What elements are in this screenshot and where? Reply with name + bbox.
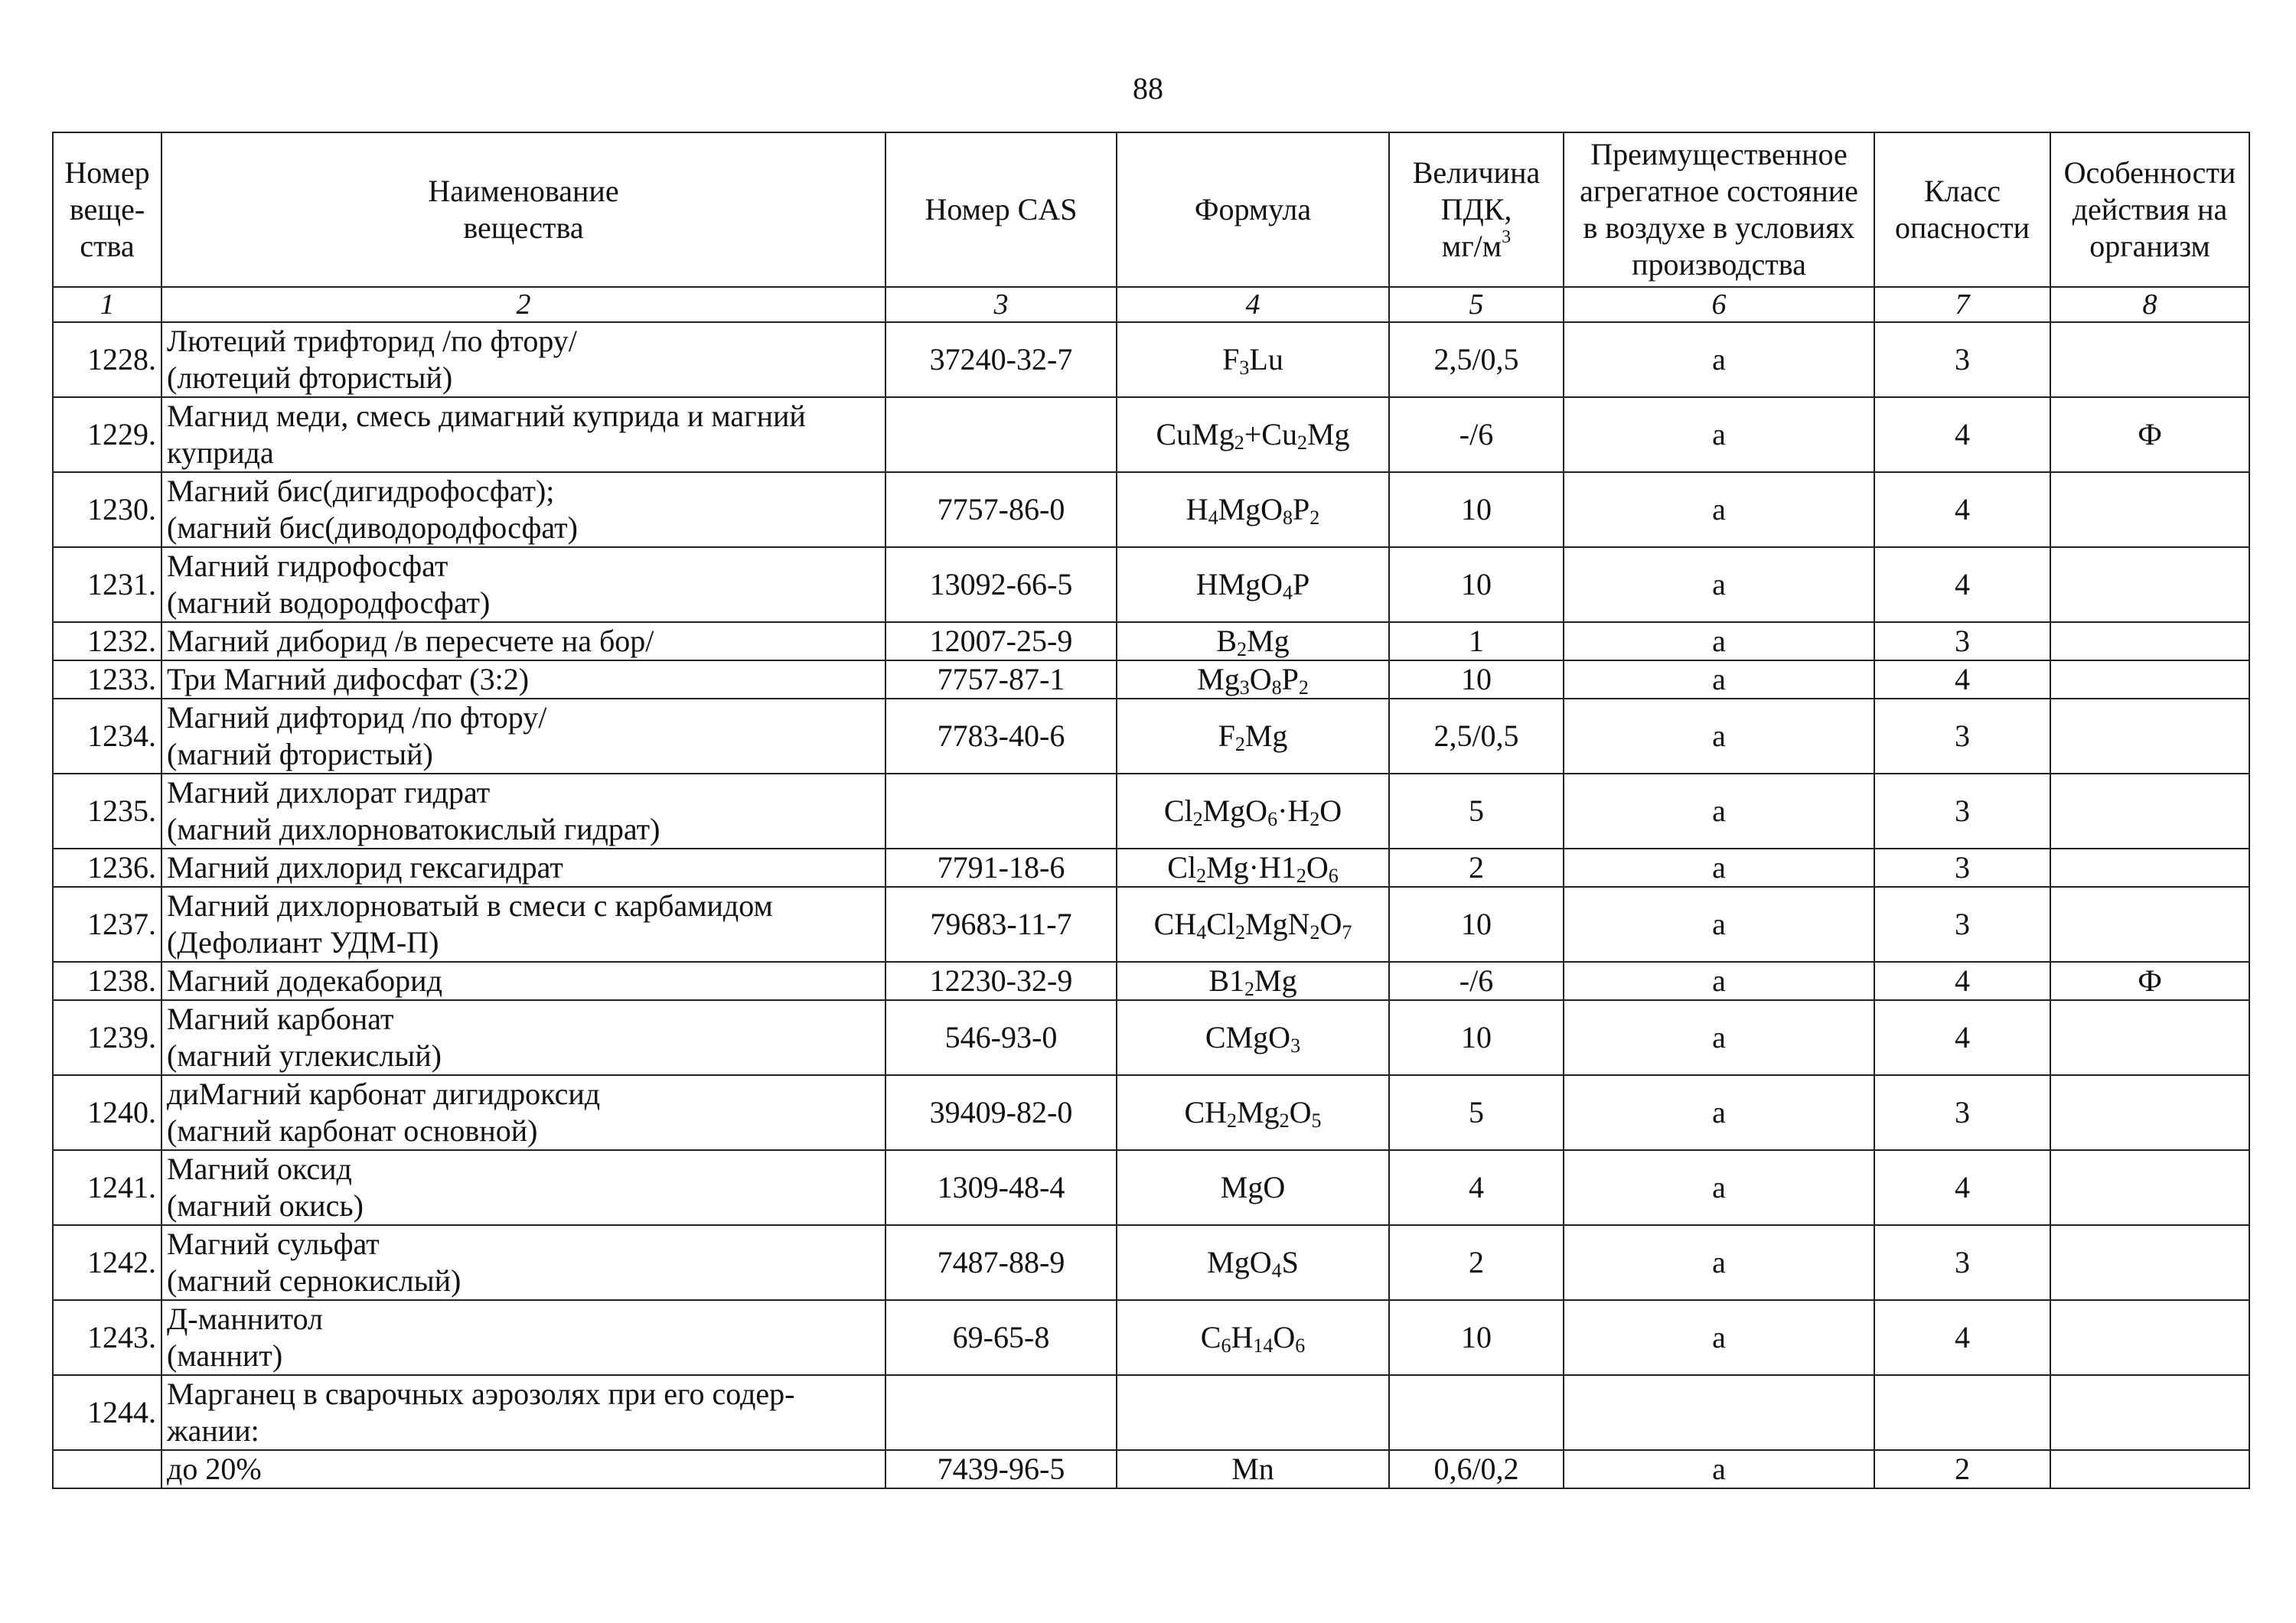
effect-features (2050, 660, 2249, 699)
substance-name: Д-маннитол (маннит) (161, 1300, 885, 1375)
formula: CMgO$_3$ (1117, 1000, 1389, 1075)
substance-number: 1234. (53, 699, 161, 774)
header-hazard-class: Класс опасности (1874, 132, 2050, 287)
hazard-class: 4 (1874, 472, 2050, 547)
substance-name: Магнид меди, смесь димагний куприда и магний куприда (161, 397, 885, 472)
effect-features (2050, 849, 2249, 887)
formula: $Cl_2MgO_6\cdot H_2O$ (1117, 774, 1389, 849)
aggregate-state: а (1564, 887, 1874, 962)
hazard-class: 3 (1874, 622, 2050, 660)
formula: $B_2Mg$ (1117, 622, 1389, 660)
formula: $CuMg_2+Cu_2Mg$ (1117, 397, 1389, 472)
substance-number: 1237. (53, 887, 161, 962)
aggregate-state: а (1564, 660, 1874, 699)
aggregate-state: а (1564, 962, 1874, 1000)
pdk-value: -/6 (1389, 962, 1564, 1000)
cas-number: 39409-82-0 (885, 1075, 1117, 1150)
substance-number: 1232. (53, 622, 161, 660)
table-row (53, 699, 2249, 774)
effect-features (2050, 1450, 2249, 1488)
column-number: 3 (885, 287, 1117, 322)
aggregate-state: а (1564, 849, 1874, 887)
pdk-value: 10 (1389, 547, 1564, 622)
header-substance-name: Наименование вещества (161, 132, 885, 287)
effect-features (2050, 322, 2249, 397)
pdk-value: 5 (1389, 774, 1564, 849)
substance-name: Магний дифторид /по фтору/ (магний фтористый) (161, 699, 885, 774)
formula: MgO$_4$S (1117, 1225, 1389, 1300)
formula: $CH_4Cl_2MgN_2O_7$ (1117, 887, 1389, 962)
substance-number: 1242. (53, 1225, 161, 1300)
hazard-class: 3 (1874, 849, 2050, 887)
substance-number: 1229. (53, 397, 161, 472)
hazard-class: 3 (1874, 1225, 2050, 1300)
effect-features (2050, 774, 2249, 849)
substance-name: Магний дихлорноватый в смеси с карбамидом (Дефолиант УДМ-П) (161, 887, 885, 962)
pdk-value: 2,5/0,5 (1389, 322, 1564, 397)
hazard-class: 4 (1874, 660, 2050, 699)
effect-features (2050, 1000, 2249, 1075)
substance-number: 1228. (53, 322, 161, 397)
effect-features: Ф (2050, 397, 2249, 472)
cas-number (885, 397, 1117, 472)
header-substance-number: Номер веще- ства (53, 132, 161, 287)
table-row (53, 660, 2249, 699)
cas-number: 37240-32-7 (885, 322, 1117, 397)
aggregate-state: а (1564, 1150, 1874, 1225)
pdk-value: 10 (1389, 1300, 1564, 1375)
substance-name: Магний сульфат (магний сернокислый) (161, 1225, 885, 1300)
substance-name: Магний карбонат (магний углекислый) (161, 1000, 885, 1075)
header-pdk-value: Величина ПДК, $мг/м^3$ (1389, 132, 1564, 287)
cas-number: 7757-86-0 (885, 472, 1117, 547)
substance-name: Магний дихлорид гексагидрат (161, 849, 885, 887)
table-row (53, 1300, 2249, 1375)
pdk-value: 0,6/0,2 (1389, 1450, 1564, 1488)
cas-number: 7439-96-5 (885, 1450, 1117, 1488)
substance-number: 1244. (53, 1375, 161, 1450)
table-row (53, 1375, 2249, 1450)
aggregate-state: а (1564, 774, 1874, 849)
effect-features (2050, 887, 2249, 962)
substance-name: Три Магний дифосфат (3:2) (161, 660, 885, 699)
substance-number: 1236. (53, 849, 161, 887)
column-number: 6 (1564, 287, 1874, 322)
hazard-class: 3 (1874, 774, 2050, 849)
cas-number: 79683-11-7 (885, 887, 1117, 962)
substance-name: Магний диборид /в пересчете на бор/ (161, 622, 885, 660)
pdk-value: 2 (1389, 1225, 1564, 1300)
pdk-value: 10 (1389, 660, 1564, 699)
formula: $F_3Lu$ (1117, 322, 1389, 397)
effect-features (2050, 547, 2249, 622)
hazard-class: 4 (1874, 397, 2050, 472)
table-row (53, 1450, 2249, 1488)
substance-number (53, 1450, 161, 1488)
effect-features (2050, 1375, 2249, 1450)
aggregate-state: а (1564, 547, 1874, 622)
substance-number: 1238. (53, 962, 161, 1000)
table-row (53, 397, 2249, 472)
formula: $C_6H_{14}O_6$ (1117, 1300, 1389, 1375)
aggregate-state: а (1564, 397, 1874, 472)
cas-number: 7487-88-9 (885, 1225, 1117, 1300)
pdk-value: 2,5/0,5 (1389, 699, 1564, 774)
aggregate-state: а (1564, 1075, 1874, 1150)
hazard-class: 4 (1874, 1300, 2050, 1375)
aggregate-state: а (1564, 1450, 1874, 1488)
formula: HMgO$_4$P (1117, 547, 1389, 622)
table-row (53, 962, 2249, 1000)
substance-number: 1233. (53, 660, 161, 699)
aggregate-state (1564, 1375, 1874, 1450)
formula: MgO (1117, 1150, 1389, 1225)
cas-number: 546-93-0 (885, 1000, 1117, 1075)
hazard-class: 3 (1874, 1075, 2050, 1150)
substance-number: 1241. (53, 1150, 161, 1225)
hazard-class: 4 (1874, 962, 2050, 1000)
substance-name: Магний бис(дигидрофосфат); (магний бис(диводородфосфат) (161, 472, 885, 547)
hazard-class: 2 (1874, 1450, 2050, 1488)
pdk-value: 2 (1389, 849, 1564, 887)
column-number: 1 (53, 287, 161, 322)
pdk-value: 1 (1389, 622, 1564, 660)
header-row (53, 132, 2249, 287)
effect-features (2050, 1300, 2249, 1375)
column-number: 8 (2050, 287, 2249, 322)
pdk-value: 4 (1389, 1150, 1564, 1225)
cas-number (885, 1375, 1117, 1450)
table-row (53, 1075, 2249, 1150)
substance-name: Магний гидрофосфат (магний водородфосфат) (161, 547, 885, 622)
substance-name: Лютеций трифторид /по фтору/ (лютеций фтористый) (161, 322, 885, 397)
table-row (53, 472, 2249, 547)
table-row (53, 849, 2249, 887)
table-row (53, 322, 2249, 397)
formula: $F_2Mg$ (1117, 699, 1389, 774)
table-row (53, 887, 2249, 962)
hazard-class: 3 (1874, 887, 2050, 962)
aggregate-state: а (1564, 1000, 1874, 1075)
cas-number: 7783-40-6 (885, 699, 1117, 774)
aggregate-state: а (1564, 622, 1874, 660)
substance-name: Магний оксид (магний окись) (161, 1150, 885, 1225)
substance-number: 1240. (53, 1075, 161, 1150)
table-row (53, 1000, 2249, 1075)
effect-features (2050, 1225, 2249, 1300)
table-body (53, 322, 2249, 1488)
hazard-class: 4 (1874, 1000, 2050, 1075)
hazard-class: 3 (1874, 699, 2050, 774)
hazard-class: 3 (1874, 322, 2050, 397)
effect-features (2050, 1150, 2249, 1225)
substance-name: до 20% (161, 1450, 885, 1488)
column-number-row (53, 287, 2249, 322)
aggregate-state: а (1564, 472, 1874, 547)
table-row (53, 1150, 2249, 1225)
formula (1117, 1375, 1389, 1450)
cas-number: 69-65-8 (885, 1300, 1117, 1375)
substance-number: 1235. (53, 774, 161, 849)
cas-number: 12230-32-9 (885, 962, 1117, 1000)
aggregate-state: а (1564, 1300, 1874, 1375)
effect-features (2050, 622, 2249, 660)
effect-features (2050, 472, 2249, 547)
aggregate-state: а (1564, 322, 1874, 397)
formula: $Mg_3O_8P_2$ (1117, 660, 1389, 699)
formula: Mn (1117, 1450, 1389, 1488)
substance-number: 1231. (53, 547, 161, 622)
table-row (53, 547, 2249, 622)
cas-number (885, 774, 1117, 849)
substance-name: Магний додекаборид (161, 962, 885, 1000)
formula: $H_4MgO_8P_2$ (1117, 472, 1389, 547)
table-row (53, 774, 2249, 849)
cas-number: 7791-18-6 (885, 849, 1117, 887)
header-effect-features: Особенности действия на организм (2050, 132, 2249, 287)
table-row (53, 622, 2249, 660)
column-number: 4 (1117, 287, 1389, 322)
hazard-class: 4 (1874, 1150, 2050, 1225)
cas-number: 13092-66-5 (885, 547, 1117, 622)
column-number: 2 (161, 287, 885, 322)
hazard-class: 4 (1874, 547, 2050, 622)
substances-table (52, 132, 2250, 1489)
formula: $Cl_2Mg\cdot H1_2O_6$ (1117, 849, 1389, 887)
pdk-value: 10 (1389, 472, 1564, 547)
substance-name: диМагний карбонат дигидроксид (магний карбонат основной) (161, 1075, 885, 1150)
substance-number: 1243. (53, 1300, 161, 1375)
column-number: 5 (1389, 287, 1564, 322)
header-formula: Формула (1117, 132, 1389, 287)
effect-features (2050, 699, 2249, 774)
table-row (53, 1225, 2249, 1300)
column-number: 7 (1874, 287, 2050, 322)
effect-features: Ф (2050, 962, 2249, 1000)
substance-name: Магний дихлорат гидрат (магний дихлорноватокислый гидрат) (161, 774, 885, 849)
header-aggregate-state: Преимущественное агрегатное состояние в воздухе в условиях производства (1564, 132, 1874, 287)
formula: $B1_2Mg$ (1117, 962, 1389, 1000)
substance-name: Марганец в сварочных аэрозолях при его содер- жании: (161, 1375, 885, 1450)
pdk-value: 10 (1389, 1000, 1564, 1075)
effect-features (2050, 1075, 2249, 1150)
substance-number: 1230. (53, 472, 161, 547)
hazard-class (1874, 1375, 2050, 1450)
cas-number: 12007-25-9 (885, 622, 1117, 660)
pdk-value: -/6 (1389, 397, 1564, 472)
header-cas-number: Номер CAS (885, 132, 1117, 287)
pdk-value (1389, 1375, 1564, 1450)
cas-number: 1309-48-4 (885, 1150, 1117, 1225)
cas-number: 7757-87-1 (885, 660, 1117, 699)
page-number: 88 (1133, 71, 1163, 106)
formula: $CH_2Mg_2O_5$ (1117, 1075, 1389, 1150)
aggregate-state: а (1564, 699, 1874, 774)
aggregate-state: а (1564, 1225, 1874, 1300)
pdk-value: 5 (1389, 1075, 1564, 1150)
pdk-value: 10 (1389, 887, 1564, 962)
substance-number: 1239. (53, 1000, 161, 1075)
